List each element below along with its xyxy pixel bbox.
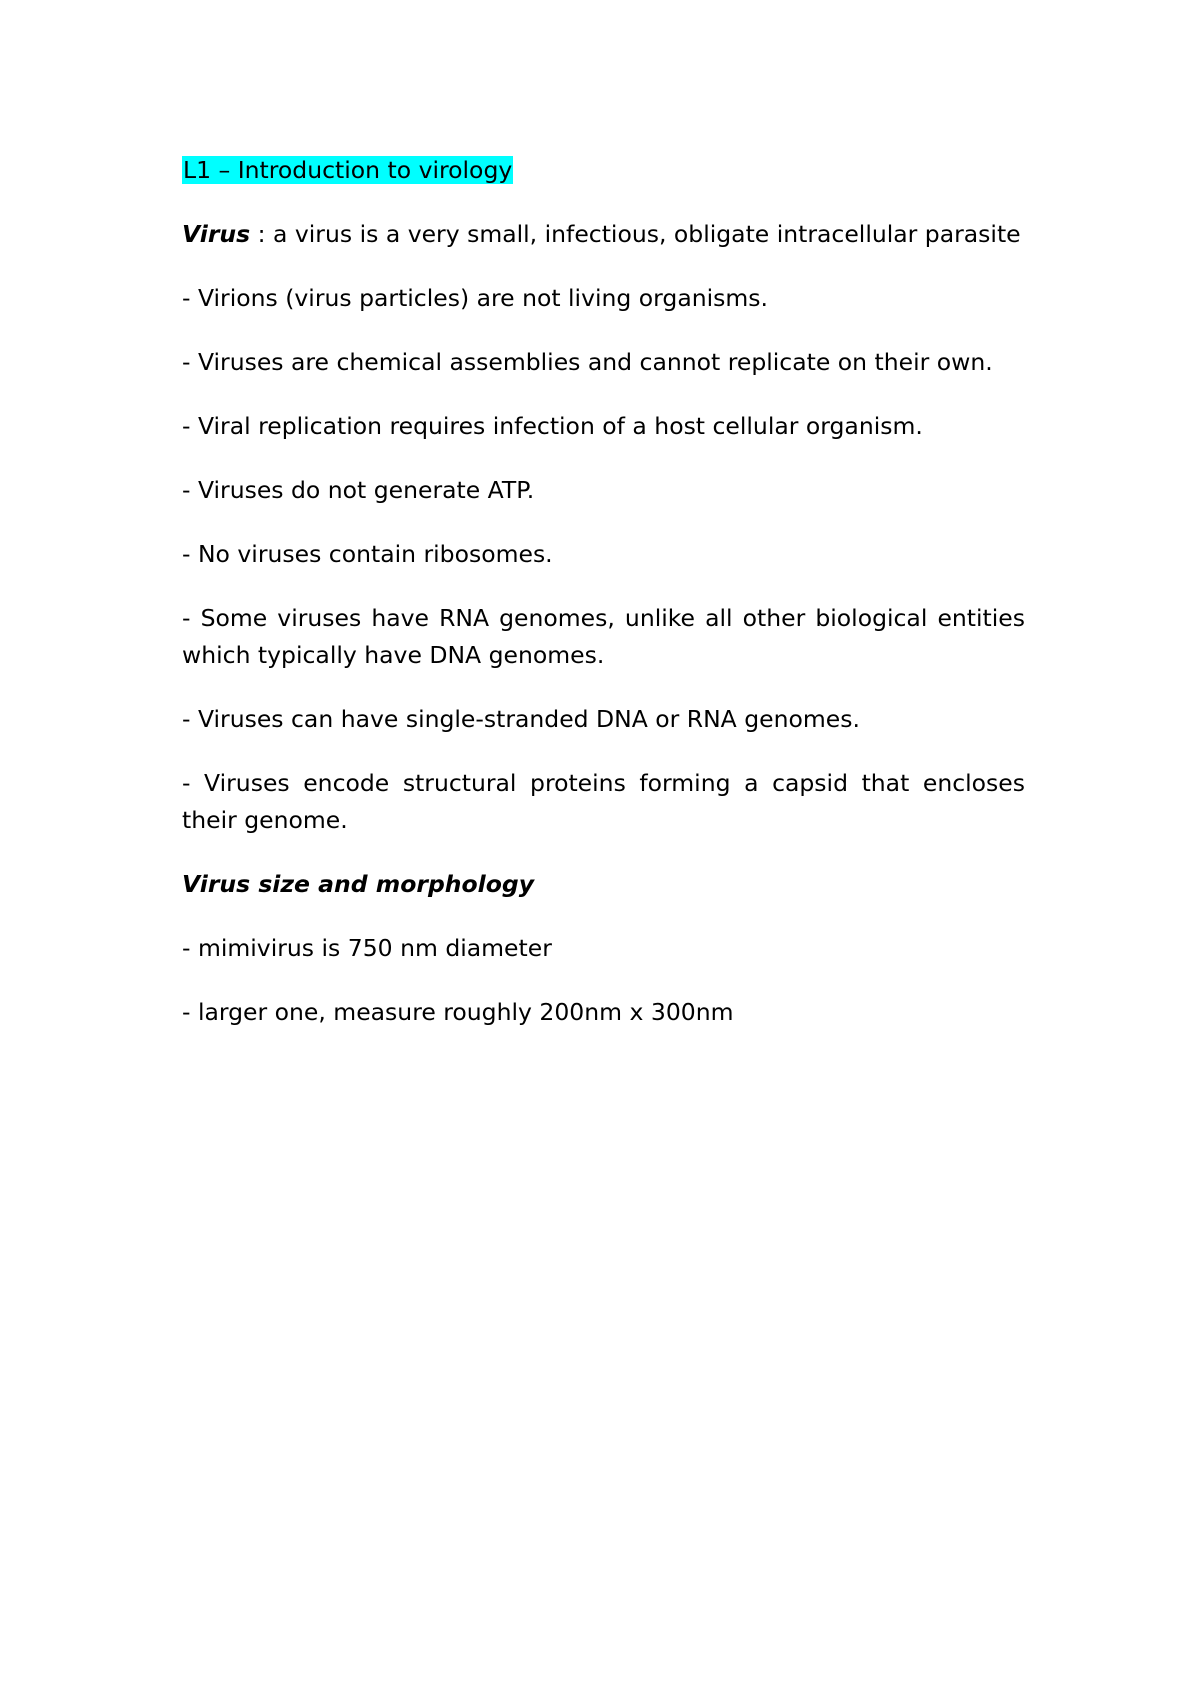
bullet-item: - Viruses do not generate ATP. [182,476,535,504]
bullet-item: - No viruses contain ribosomes. [182,540,553,568]
document-title: L1 – Introduction to virology [183,156,513,184]
bullet-item: - Virions (virus particles) are not living organisms. [182,284,769,312]
bullet-item: - Viruses are chemical assemblies and cannot replicate on their own. [182,348,993,376]
section-heading: Virus size and morphology [182,870,535,898]
section-bullet-item: - mimivirus is 750 nm diameter [182,934,552,962]
definition-text: a virus is a very small, infectious, obligate intracellular parasite [273,220,1021,248]
bullet-item: - Viral replication requires infection of a host cellular organism. [182,412,923,440]
definition-separator: : [250,220,273,248]
virus-definition [182,216,1025,253]
definition-term: Virus [182,220,251,248]
document-title-line [182,152,1025,189]
bullet-item: - Some viruses have RNA genomes, unlike all other biological entities which typically have DNA genomes. [182,604,1025,669]
bullet-item: - Viruses encode structural proteins forming a capsid that encloses their genome. [182,769,1025,834]
document-body [182,152,1025,1058]
bullet-item: - Viruses can have single-stranded DNA or RNA genomes. [182,705,860,733]
section-bullet-item: - larger one, measure roughly 200nm x 300nm [182,998,734,1026]
